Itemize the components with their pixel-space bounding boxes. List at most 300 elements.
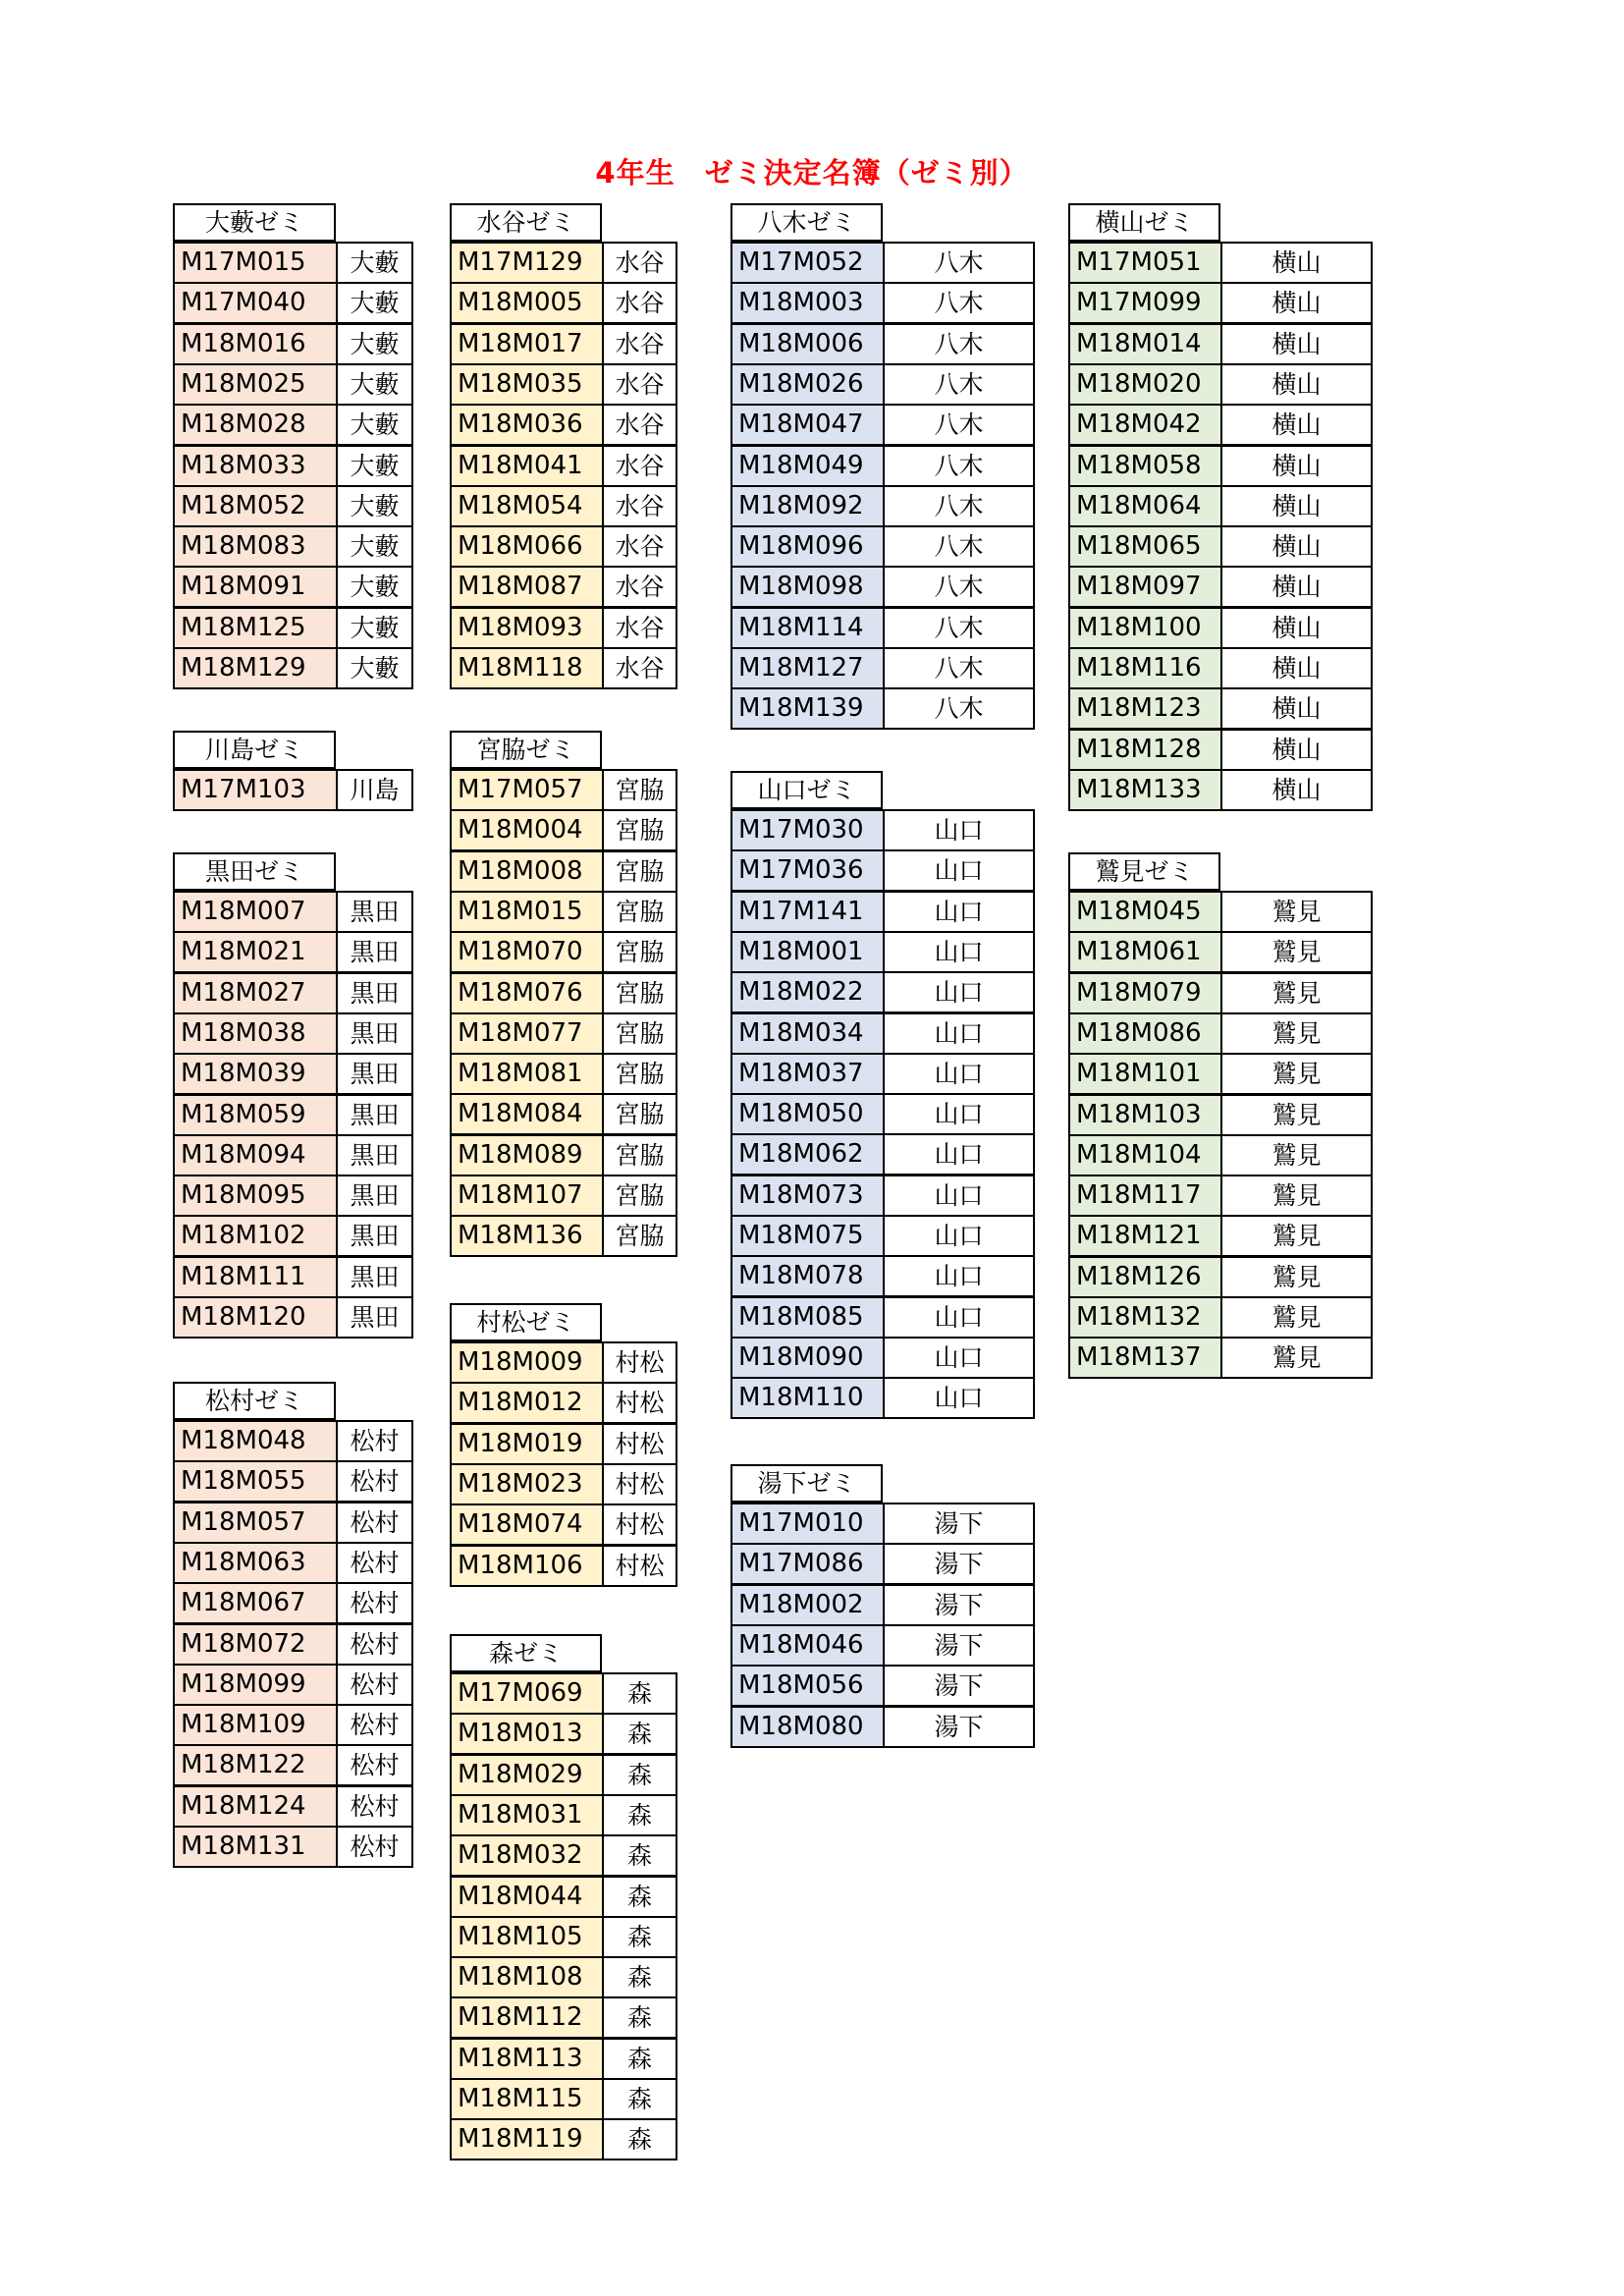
seminar-name-cell: 八木: [934, 329, 984, 358]
student-id-cell: M18M117: [1070, 1176, 1222, 1215]
seminar-name-cell: 松村: [350, 1589, 400, 1618]
student-id-cell: M18M035: [452, 365, 604, 404]
table-row: [450, 1053, 677, 1095]
seminar-name-cell: 村松: [615, 1429, 665, 1458]
seminar-name-cell: 八木: [934, 613, 984, 642]
table-row: [173, 282, 413, 324]
seminar-name-cell: 黒田: [350, 1181, 400, 1211]
table-row: [731, 525, 1035, 568]
seminar-name-cell: 山口: [934, 1342, 984, 1372]
table-row: [1068, 485, 1373, 527]
seminar-name-cell: 松村: [350, 1832, 400, 1861]
student-id-cell: M18M114: [732, 609, 885, 647]
table-row: [1068, 363, 1373, 406]
seminar-name-cell: 湯下: [934, 1712, 984, 1741]
table-row: [173, 1175, 413, 1217]
table-row: [1068, 242, 1373, 284]
seminar-name-cell: 松村: [350, 1669, 400, 1699]
table-row: [1068, 1012, 1373, 1055]
table-row: [731, 1133, 1035, 1175]
student-id-cell: M18M076: [452, 974, 604, 1012]
student-id-cell: M18M004: [452, 811, 604, 849]
seminar-name-cell: 黒田: [350, 1100, 400, 1129]
table-row: [450, 1463, 677, 1505]
student-id-cell: M18M037: [732, 1055, 885, 1093]
student-id-cell: M18M021: [175, 933, 338, 971]
seminar-name-cell: 宮脇: [615, 897, 665, 926]
student-id-cell: M18M059: [175, 1096, 338, 1134]
student-id-cell: M17M015: [175, 244, 338, 282]
seminar-name-cell: 八木: [934, 694, 984, 724]
table-row: [1068, 729, 1373, 771]
student-id-cell: M18M038: [175, 1014, 338, 1053]
table-row: [173, 1542, 413, 1584]
seminar-name-cell: 湯下: [934, 1590, 984, 1619]
seminar-name-cell: 村松: [615, 1551, 665, 1580]
student-id-cell: M18M093: [452, 609, 604, 647]
seminar-name-cell: 八木: [934, 532, 984, 562]
seminar-name-cell: 横山: [1272, 491, 1322, 520]
table-row: [731, 849, 1035, 892]
table-row: [1068, 404, 1373, 446]
seminar-name-cell: 黒田: [350, 1262, 400, 1291]
seminar-name-cell: 森: [626, 1922, 652, 1951]
table-row: [731, 1377, 1035, 1419]
student-id-cell: M18M084: [452, 1095, 604, 1133]
seminar-name-cell: 松村: [350, 1548, 400, 1577]
seminar-name-cell: 水谷: [615, 654, 665, 683]
student-id-cell: M18M050: [732, 1095, 885, 1133]
student-id-cell: M18M055: [175, 1462, 338, 1501]
student-id-cell: M18M124: [175, 1787, 338, 1826]
table-row: [731, 1584, 1035, 1626]
student-id-cell: M18M015: [452, 893, 604, 931]
seminar-name-cell: 森: [626, 1720, 652, 1749]
seminar-name-cell: 横山: [1272, 775, 1322, 804]
student-id-cell: M18M087: [452, 568, 604, 606]
student-id-cell: M17M010: [732, 1504, 885, 1543]
student-id-cell: M18M065: [1070, 527, 1222, 566]
table-row: [450, 850, 677, 893]
student-id-cell: M18M097: [1070, 568, 1222, 606]
seminar-name-cell: 八木: [934, 369, 984, 399]
seminar-name-cell: 水谷: [615, 532, 665, 562]
table-row: [173, 445, 413, 487]
seminar-name-cell: 横山: [1272, 289, 1322, 318]
student-id-cell: M18M091: [175, 568, 338, 606]
seminar-name-cell: 山口: [934, 897, 984, 926]
seminar-name-cell: 鷲見: [1272, 1303, 1322, 1332]
student-id-cell: M18M047: [732, 406, 885, 444]
table-row: [450, 972, 677, 1014]
seminar-name-cell: 宮脇: [615, 938, 665, 967]
student-id-cell: M18M025: [175, 365, 338, 404]
student-id-cell: M18M115: [452, 2080, 604, 2118]
table-row: [173, 1460, 413, 1503]
student-id-cell: M18M041: [452, 447, 604, 485]
seminar-name-cell: 横山: [1272, 735, 1322, 764]
seminar-name-cell: 森: [626, 2125, 652, 2155]
seminar-name-cell: 横山: [1272, 694, 1322, 724]
student-id-cell: M18M081: [452, 1055, 604, 1093]
student-id-cell: M17M103: [175, 771, 338, 809]
table-row: [1068, 1053, 1373, 1095]
table-row: [731, 1296, 1035, 1339]
table-row: [450, 1876, 677, 1918]
seminar-name-cell: 山口: [934, 816, 984, 845]
student-id-cell: M17M086: [732, 1545, 885, 1583]
seminar-name-cell: 大藪: [350, 329, 400, 358]
seminar-name-cell: 黒田: [350, 1140, 400, 1170]
seminar-header: 大藪ゼミ: [173, 203, 336, 242]
seminar-header: 村松ゼミ: [450, 1303, 602, 1341]
table-row: [1068, 891, 1373, 933]
table-row: [173, 485, 413, 527]
student-id-cell: M18M014: [1070, 325, 1222, 363]
table-row: [173, 1094, 413, 1136]
student-id-cell: M18M077: [452, 1014, 604, 1053]
table-row: [731, 1665, 1035, 1707]
seminar-name-cell: 黒田: [350, 978, 400, 1008]
table-row: [450, 1545, 677, 1587]
seminar-name-cell: 湯下: [934, 1550, 984, 1579]
seminar-header: 黒田ゼミ: [173, 852, 336, 891]
seminar-name-cell: 横山: [1272, 410, 1322, 440]
table-row: [1068, 282, 1373, 324]
student-id-cell: M18M042: [1070, 406, 1222, 444]
seminar-header: 森ゼミ: [450, 1634, 602, 1672]
table-row: [731, 1093, 1035, 1135]
table-row: [731, 647, 1035, 689]
student-id-cell: M18M108: [452, 1958, 604, 1996]
seminar-name-cell: 鷲見: [1272, 978, 1322, 1008]
seminar-name-cell: 大藪: [350, 248, 400, 277]
seminar-name-cell: 松村: [350, 1467, 400, 1497]
student-id-cell: M18M102: [175, 1217, 338, 1255]
table-row: [731, 282, 1035, 324]
table-row: [173, 525, 413, 568]
table-row: [173, 1256, 413, 1298]
student-id-cell: M18M057: [175, 1503, 338, 1542]
table-row: [450, 404, 677, 446]
seminar-name-cell: 鷲見: [1272, 1181, 1322, 1211]
student-id-cell: M18M001: [732, 933, 885, 971]
student-id-cell: M17M069: [452, 1674, 604, 1713]
student-id-cell: M18M107: [452, 1176, 604, 1215]
table-row: [173, 1053, 413, 1095]
seminar-header: 鷲見ゼミ: [1068, 852, 1220, 891]
table-row: [450, 525, 677, 568]
student-id-cell: M18M003: [732, 284, 885, 322]
table-row: [450, 282, 677, 324]
table-row: [731, 971, 1035, 1013]
table-row: [450, 1956, 677, 1998]
table-row: [450, 2118, 677, 2160]
seminar-header: 山口ゼミ: [731, 771, 883, 809]
seminar-name-cell: 黒田: [350, 1303, 400, 1332]
table-row: [173, 1134, 413, 1176]
table-row: [450, 1423, 677, 1465]
seminar-header: 松村ゼミ: [173, 1382, 336, 1420]
seminar-name-cell: 森: [626, 1679, 652, 1708]
student-id-cell: M18M131: [175, 1828, 338, 1866]
seminar-header: 八木ゼミ: [731, 203, 883, 242]
table-row: [450, 607, 677, 649]
seminar-header: 湯下ゼミ: [731, 1464, 883, 1503]
seminar-name-cell: 山口: [934, 1180, 984, 1210]
seminar-name-cell: 松村: [350, 1427, 400, 1455]
student-id-cell: M18M013: [452, 1715, 604, 1753]
table-row: [173, 931, 413, 973]
table-row: [450, 1341, 677, 1384]
student-id-cell: M18M006: [732, 325, 885, 363]
seminar-name-cell: 松村: [350, 1751, 400, 1780]
student-id-cell: M17M040: [175, 284, 338, 322]
seminar-header: 横山ゼミ: [1068, 203, 1220, 242]
table-row: [173, 1215, 413, 1257]
table-row: [450, 1503, 677, 1546]
seminar-name-cell: 横山: [1272, 329, 1322, 358]
seminar-name-cell: 宮脇: [615, 1060, 665, 1089]
student-id-cell: M18M139: [732, 689, 885, 728]
table-row: [173, 404, 413, 446]
seminar-name-cell: 湯下: [934, 1671, 984, 1701]
table-row: [173, 363, 413, 406]
table-row: [450, 1175, 677, 1217]
seminar-name-cell: 山口: [934, 1059, 984, 1088]
student-id-cell: M18M049: [732, 447, 885, 485]
student-id-cell: M18M106: [452, 1547, 604, 1585]
student-id-cell: M18M073: [732, 1176, 885, 1215]
student-id-cell: M17M057: [452, 771, 604, 809]
student-id-cell: M18M104: [1070, 1136, 1222, 1175]
student-id-cell: M18M022: [732, 973, 885, 1011]
table-row: [450, 323, 677, 365]
seminar-name-cell: 横山: [1272, 369, 1322, 399]
table-row: [450, 647, 677, 689]
seminar-name-cell: 森: [626, 2003, 652, 2033]
seminar-name-cell: 八木: [934, 451, 984, 480]
table-row: [173, 1012, 413, 1055]
table-row: [731, 323, 1035, 365]
table-row: [450, 1713, 677, 1755]
table-row: [731, 1503, 1035, 1545]
seminar-name-cell: 鷲見: [1272, 1018, 1322, 1048]
seminar-name-cell: 鷲見: [1272, 1060, 1322, 1089]
student-id-cell: M18M089: [452, 1136, 604, 1175]
table-row: [731, 566, 1035, 608]
table-row: [731, 445, 1035, 487]
seminar-name-cell: 鷲見: [1272, 1222, 1322, 1251]
student-id-cell: M18M045: [1070, 893, 1222, 931]
student-id-cell: M18M005: [452, 284, 604, 322]
student-id-cell: M18M009: [452, 1343, 604, 1382]
table-row: [731, 809, 1035, 851]
student-id-cell: M18M066: [452, 527, 604, 566]
table-row: [450, 445, 677, 487]
seminar-name-cell: 大藪: [350, 573, 400, 602]
table-row: [450, 891, 677, 933]
seminar-name-cell: 水谷: [615, 329, 665, 358]
seminar-name-cell: 森: [626, 1800, 652, 1830]
table-row: [731, 687, 1035, 730]
student-id-cell: M18M034: [732, 1014, 885, 1053]
seminar-name-cell: 八木: [934, 654, 984, 683]
seminar-name-cell: 森: [626, 2044, 652, 2073]
table-row: [731, 891, 1035, 933]
seminar-name-cell: 山口: [934, 1018, 984, 1048]
student-id-cell: M18M074: [452, 1505, 604, 1544]
student-id-cell: M18M063: [175, 1544, 338, 1582]
seminar-name-cell: 大藪: [350, 654, 400, 683]
seminar-name-cell: 大藪: [350, 491, 400, 520]
table-row: [1068, 972, 1373, 1014]
table-row: [173, 566, 413, 608]
table-row: [1068, 769, 1373, 811]
seminar-name-cell: 松村: [350, 1711, 400, 1740]
seminar-name-cell: 大藪: [350, 613, 400, 642]
table-row: [173, 769, 413, 811]
table-row: [173, 607, 413, 649]
student-id-cell: M18M016: [175, 325, 338, 363]
seminar-name-cell: 宮脇: [615, 1018, 665, 1048]
seminar-name-cell: 横山: [1272, 654, 1322, 683]
table-row: [173, 1704, 413, 1746]
seminar-name-cell: 山口: [934, 1302, 984, 1332]
seminar-name-cell: 水谷: [615, 369, 665, 399]
student-id-cell: M18M136: [452, 1217, 604, 1255]
student-id-cell: M18M127: [732, 649, 885, 687]
seminar-name-cell: 森: [626, 1760, 652, 1789]
table-row: [1068, 1134, 1373, 1176]
student-id-cell: M18M121: [1070, 1217, 1222, 1255]
table-row: [731, 242, 1035, 284]
student-id-cell: M18M044: [452, 1878, 604, 1916]
seminar-name-cell: 山口: [934, 1140, 984, 1170]
table-row: [450, 485, 677, 527]
student-id-cell: M17M052: [732, 244, 885, 282]
student-id-cell: M18M086: [1070, 1014, 1222, 1053]
student-id-cell: M18M052: [175, 487, 338, 525]
seminar-name-cell: 森: [626, 1963, 652, 1993]
student-id-cell: M18M099: [175, 1666, 338, 1704]
student-id-cell: M17M051: [1070, 244, 1222, 282]
seminar-name-cell: 黒田: [350, 1018, 400, 1048]
table-row: [450, 1382, 677, 1424]
seminar-name-cell: 川島: [350, 776, 400, 804]
table-row: [173, 323, 413, 365]
table-row: [450, 566, 677, 608]
seminar-name-cell: 横山: [1272, 248, 1322, 277]
seminar-name-cell: 森: [626, 1841, 652, 1871]
student-id-cell: M18M058: [1070, 447, 1222, 485]
seminar-name-cell: 鷲見: [1272, 1100, 1322, 1129]
table-row: [731, 1012, 1035, 1055]
table-row: [450, 1134, 677, 1176]
table-row: [1068, 323, 1373, 365]
table-row: [1068, 607, 1373, 649]
student-id-cell: M18M061: [1070, 933, 1222, 971]
seminar-name-cell: 宮脇: [615, 978, 665, 1008]
table-row: [731, 1175, 1035, 1217]
table-row: [1068, 1296, 1373, 1339]
seminar-name-cell: 山口: [934, 978, 984, 1008]
table-row: [1068, 1215, 1373, 1257]
student-id-cell: M18M064: [1070, 487, 1222, 525]
table-row: [731, 1215, 1035, 1257]
seminar-name-cell: 村松: [615, 1389, 665, 1418]
seminar-name-cell: 大藪: [350, 532, 400, 562]
seminar-header: 川島ゼミ: [173, 731, 336, 769]
seminar-name-cell: 松村: [350, 1629, 400, 1659]
student-id-cell: M18M090: [732, 1339, 885, 1377]
seminar-name-cell: 山口: [934, 1262, 984, 1291]
student-id-cell: M18M075: [732, 1217, 885, 1255]
table-row: [173, 1296, 413, 1339]
student-id-cell: M18M070: [452, 933, 604, 971]
student-id-cell: M18M085: [732, 1298, 885, 1337]
student-id-cell: M18M054: [452, 487, 604, 525]
table-row: [450, 1996, 677, 2039]
seminar-name-cell: 水谷: [615, 491, 665, 520]
student-id-cell: M18M098: [732, 568, 885, 606]
seminar-name-cell: 湯下: [934, 1509, 984, 1538]
seminar-name-cell: 八木: [934, 573, 984, 602]
seminar-name-cell: 鷲見: [1272, 1343, 1322, 1373]
seminar-name-cell: 山口: [934, 937, 984, 966]
table-row: [731, 1543, 1035, 1585]
student-id-cell: M18M118: [452, 649, 604, 687]
seminar-name-cell: 山口: [934, 1100, 984, 1129]
seminar-name-cell: 横山: [1272, 613, 1322, 642]
seminar-name-cell: 森: [626, 1882, 652, 1911]
table-row: [450, 1834, 677, 1877]
seminar-header: 宮脇ゼミ: [450, 731, 602, 769]
table-row: [173, 1502, 413, 1544]
seminar-name-cell: 鷲見: [1272, 898, 1322, 926]
seminar-name-cell: 黒田: [350, 1060, 400, 1089]
seminar-name-cell: 宮脇: [615, 1181, 665, 1210]
seminar-name-cell: 横山: [1272, 573, 1322, 602]
student-id-cell: M18M019: [452, 1425, 604, 1463]
student-id-cell: M17M141: [732, 893, 885, 931]
student-id-cell: M18M072: [175, 1625, 338, 1664]
student-id-cell: M18M132: [1070, 1298, 1222, 1337]
table-row: [450, 1794, 677, 1836]
student-id-cell: M18M039: [175, 1055, 338, 1093]
seminar-name-cell: 水谷: [615, 410, 665, 440]
seminar-name-cell: 松村: [350, 1507, 400, 1537]
student-id-cell: M18M105: [452, 1918, 604, 1956]
table-row: [1068, 525, 1373, 568]
student-id-cell: M18M008: [452, 852, 604, 891]
seminar-name-cell: 宮脇: [615, 1140, 665, 1170]
seminar-name-cell: 鷲見: [1272, 1140, 1322, 1170]
seminar-name-cell: 山口: [934, 1222, 984, 1250]
seminar-name-cell: 水谷: [615, 573, 665, 602]
seminar-name-cell: 黒田: [350, 1222, 400, 1251]
seminar-name-cell: 大藪: [350, 451, 400, 480]
student-id-cell: M18M032: [452, 1836, 604, 1875]
seminar-name-cell: 村松: [615, 1469, 665, 1499]
student-id-cell: M17M030: [732, 811, 885, 849]
seminar-name-cell: 村松: [615, 1510, 665, 1540]
table-row: [450, 1215, 677, 1257]
table-row: [1068, 1175, 1373, 1217]
table-row: [173, 1744, 413, 1786]
student-id-cell: M18M033: [175, 447, 338, 485]
table-row: [1068, 1337, 1373, 1379]
